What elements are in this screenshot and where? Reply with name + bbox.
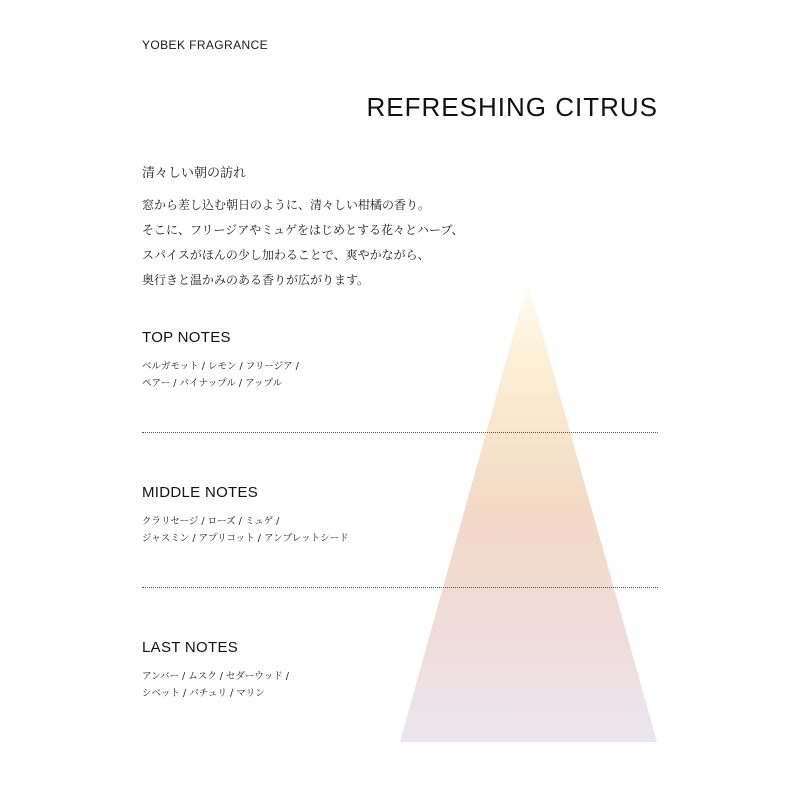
middle-notes-heading: MIDDLE NOTES (142, 484, 259, 501)
middle-notes-list (142, 513, 349, 547)
note-line: クラリセージ / ローズ / ミュゲ / (142, 516, 280, 527)
subtitle: 清々しい朝の訪れ (142, 166, 247, 181)
divider (142, 587, 658, 588)
last-notes-list (142, 668, 289, 702)
description-line: 奥行きと温かみのある香りが広がります。 (142, 273, 370, 287)
pyramid-triangle (400, 282, 657, 742)
description-line: スパイスがほんの少し加わることで、爽やかながら、 (142, 248, 430, 262)
note-line: シベット / パチュリ / マリン (142, 688, 265, 699)
note-line: ベルガモット / レモン / フリージア / (142, 361, 299, 372)
note-line: アンバー / ムスク / セダーウッド / (142, 671, 289, 682)
top-notes-list (142, 358, 299, 392)
brand-name: YOBEK FRAGRANCE (142, 38, 269, 52)
note-line: ペアー / パイナップル / アップル (142, 378, 283, 389)
note-line: ジャスミン / アプリコット / アンブレットシード (142, 533, 349, 544)
description-line: 窓から差し込む朝日のように、清々しい柑橘の香り。 (142, 198, 431, 212)
description-line: そこに、フリージアやミュゲをはじめとする花々とハーブ、 (142, 223, 464, 237)
page-title: REFRESHING CITRUS (366, 92, 658, 122)
last-notes-heading: LAST NOTES (142, 639, 239, 656)
description (142, 193, 463, 293)
top-notes-heading: TOP NOTES (142, 329, 231, 346)
divider (142, 432, 658, 433)
